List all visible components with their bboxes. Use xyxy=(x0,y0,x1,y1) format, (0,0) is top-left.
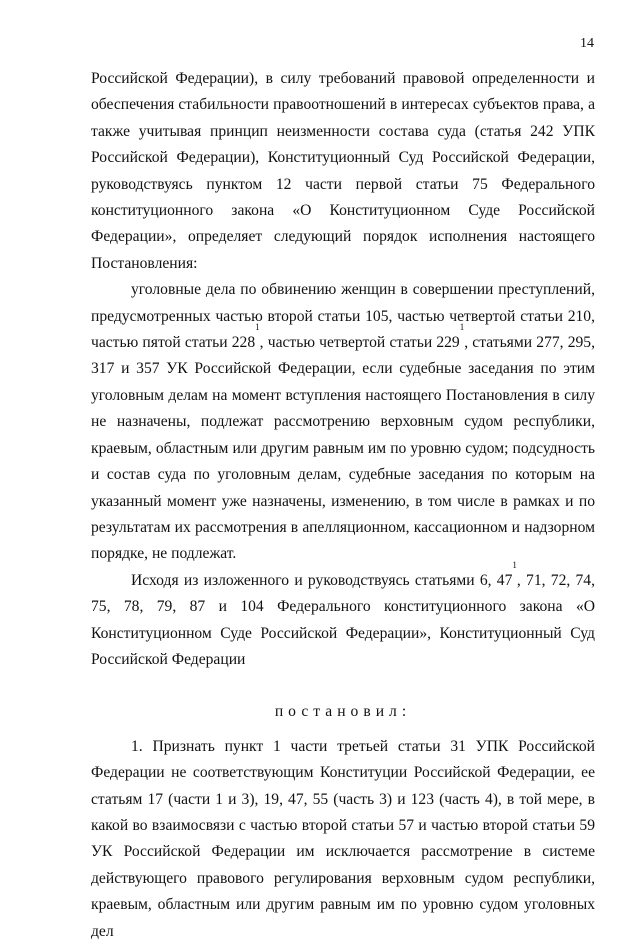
paragraph-basis xyxy=(91,559,595,674)
superscript: 1 xyxy=(255,322,260,333)
superscript: 1 xyxy=(512,559,517,570)
document-body xyxy=(91,66,595,945)
paragraph-ruling-1: 1. Признать пункт 1 части третьей статьи 31 УПК Российской Федерации не соответствующим Конституции Российской Федерации, ее статьям 17 (части 1 и 3), 19, 47, 55 (часть 3) и 123 (часть 4), в той мере, в какой во взаимосвязи с частью второй статьи 57 и частью второй статьи 59 УК Российской Федерации им исключается рассмотрение в системе действующего правового регулирования верховным судом республики, краевым, областным или другим равным им по уровню судом уголовных дел xyxy=(91,737,595,940)
resolution-heading: постановил: xyxy=(274,703,412,721)
paragraph-execution-order xyxy=(91,277,595,567)
paragraph-text-part: , частью четвертой статьи 229 xyxy=(259,334,460,352)
paragraph-text-part: , 71, 72, 74, 75, 78, 79, 87 и 104 Федерального конституционного закона «О Конституционном Суде Российской Федерации», Конституционный Суд Российской Федерации xyxy=(91,571,595,668)
paragraph-text-part: уголовные дела по обвинению женщин в совершении преступлений, предусмотренных частью второй статьи 105, частью четвертой статьи 210, частью пятой статьи 228 xyxy=(91,281,595,352)
superscript: 1 xyxy=(459,322,465,333)
page-number: 14 xyxy=(580,36,594,51)
paragraph-text-part: Исходя из изложенного и руководствуясь статьями 6, 47 xyxy=(131,571,513,589)
paragraph-continuation: Российской Федерации), в силу требований правовой определенности и обеспечения стабильности правоотношений в интересах субъектов права, а также учитывая принцип неизменности состава суда (статья 242 УПК Российской Федерации), Конституционный Суд Российской Федерации, руководствуясь пунктом 12 части первой статьи 75 Федерального конституционного закона «О Конституционном Суде Российской Федерации», определяет следующий порядок исполнения настоящего Постановления: xyxy=(91,70,595,272)
paragraph-text-part: , статьями 277, 295, 317 и 357 УК Российской Федерации, если судебные заседания по этим уголовным делам на момент вступления настоящего Постановления в силу не назначены, подлежат рассмотрению верховным судом республики, краевым, областным или другим равным им по уровню судом; подсудность и состав суда по уголовным делам, судебные заседания по которым на указанный момент уже назначены, изменению, в том числе в рамках и по результатам их рассмотрения в апелляционном, кассационном и надзорном порядке, не подлежат. xyxy=(91,334,595,563)
